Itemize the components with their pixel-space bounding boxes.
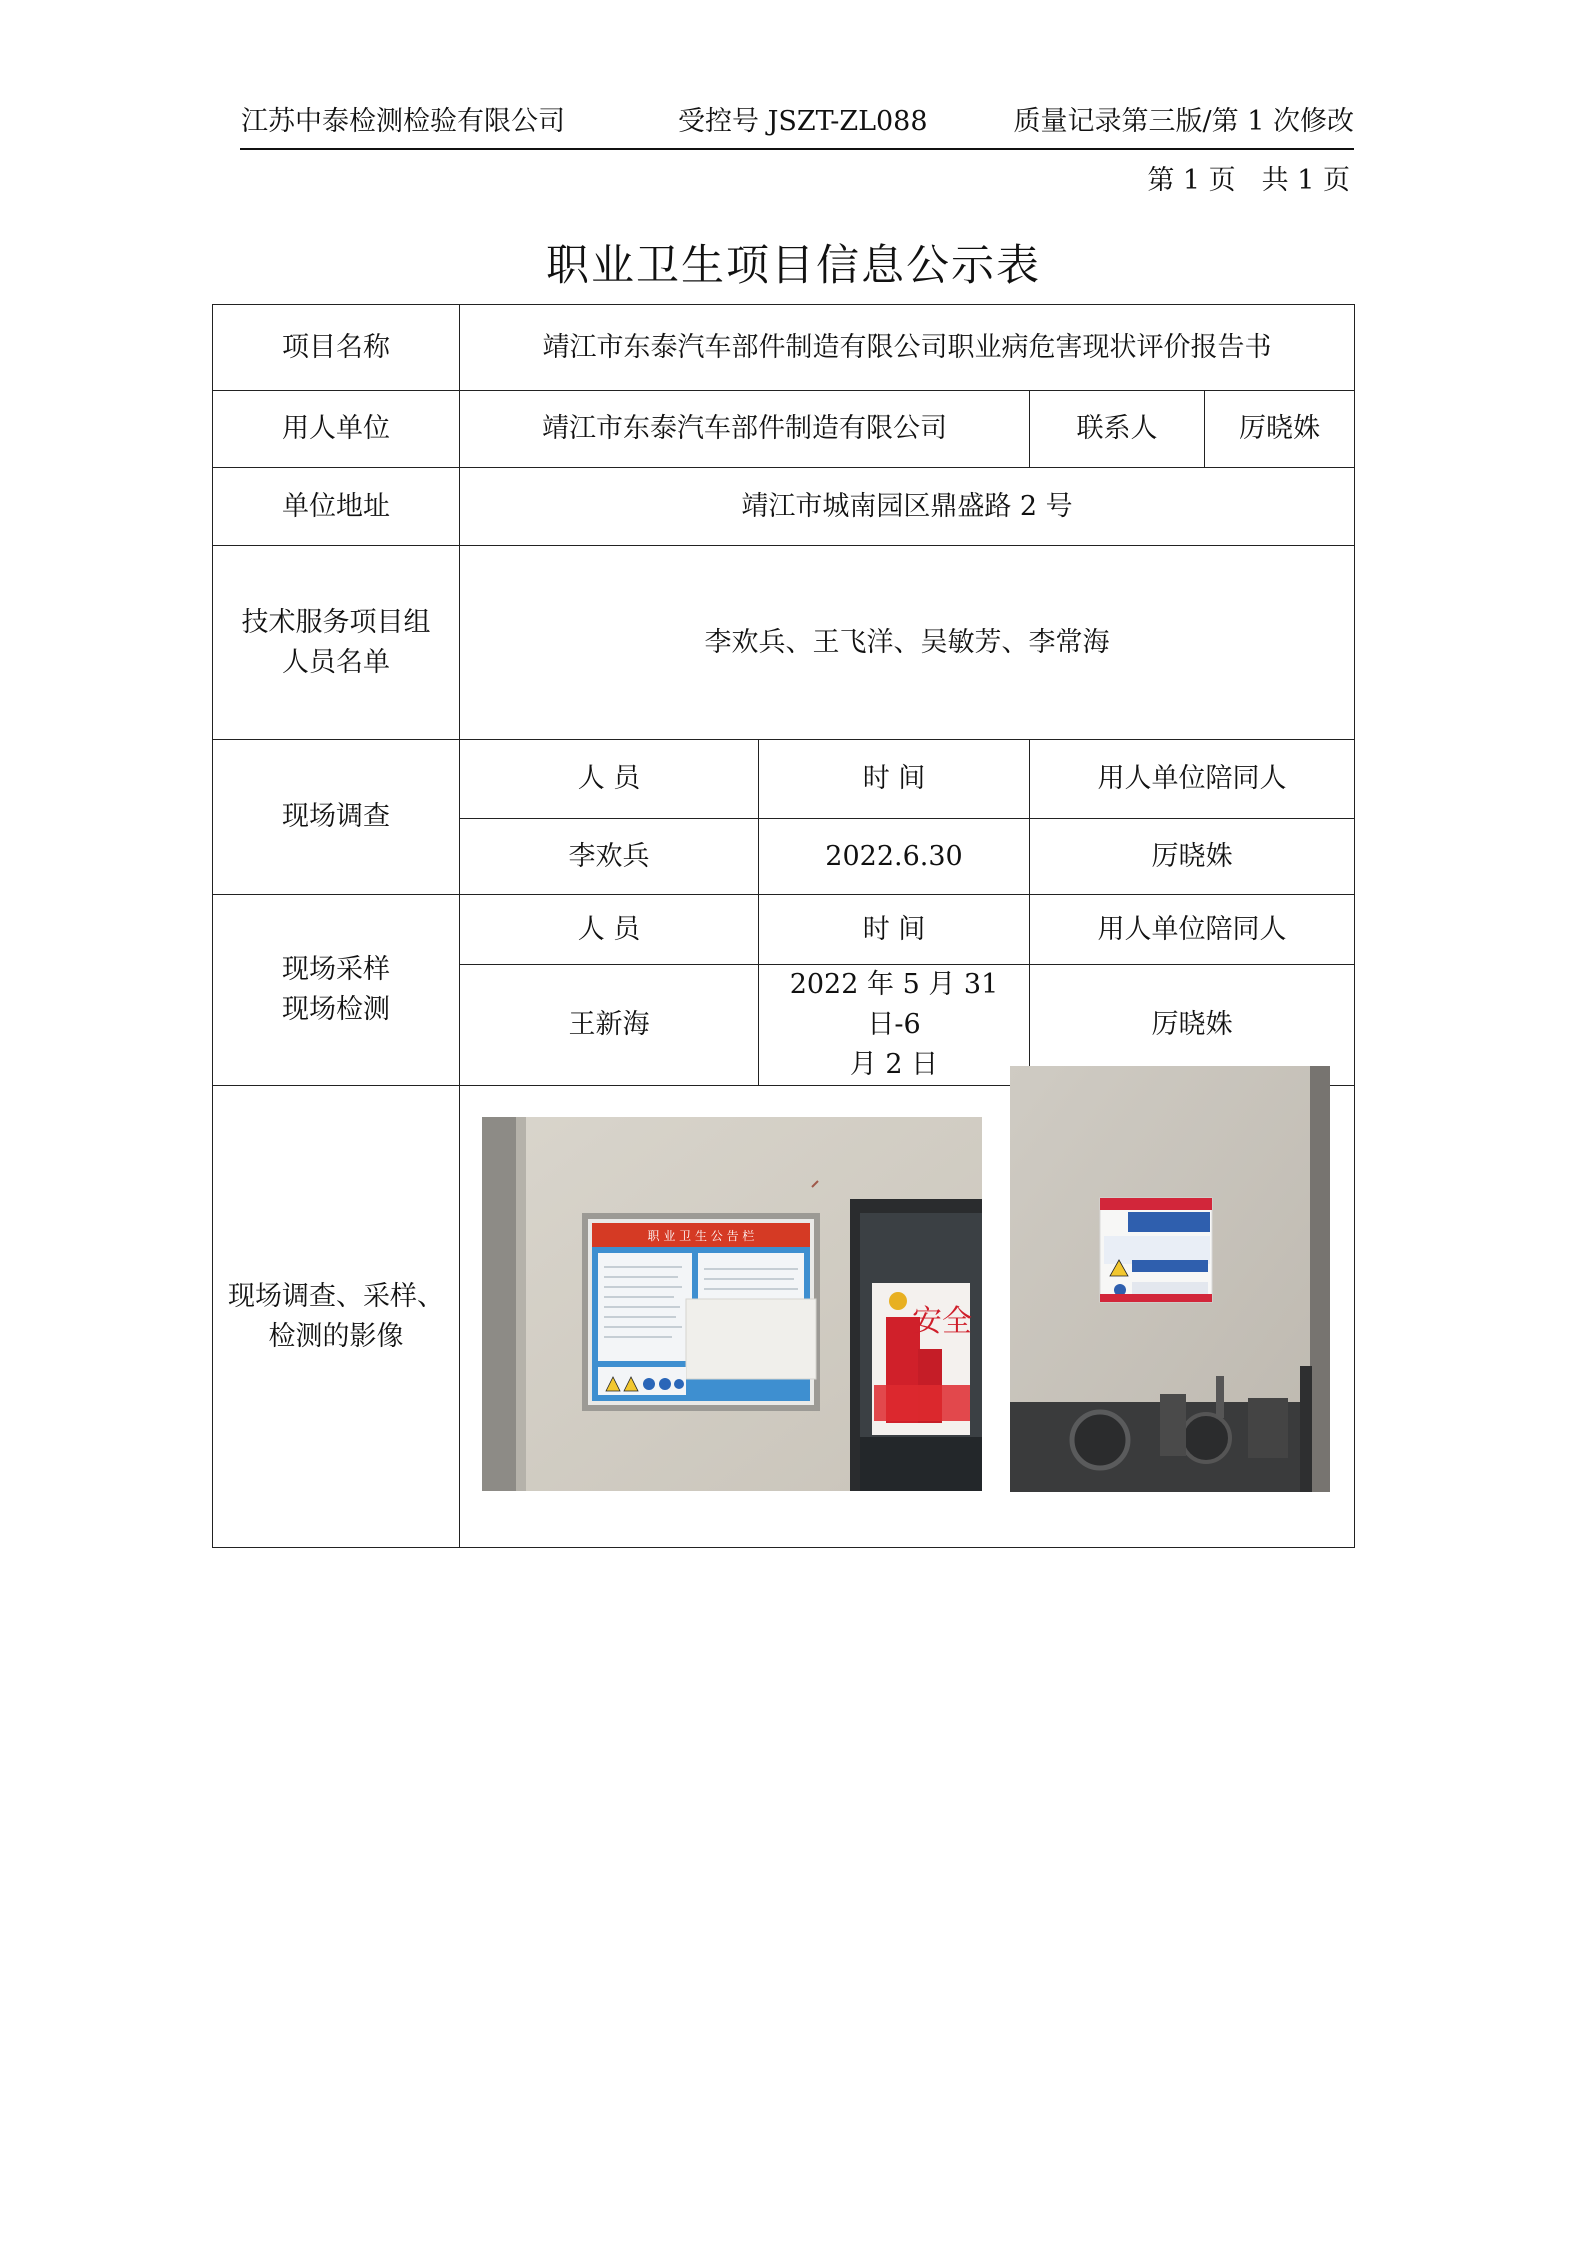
survey-col-escort: 用人单位陪同人 (1030, 740, 1355, 819)
site-photo-notice-board (482, 1117, 982, 1491)
page-number: 第 1 页 (1147, 165, 1236, 196)
warning-notice-photo-graphic (1010, 1066, 1330, 1492)
poster-safety-text: 安全 (912, 1304, 972, 1339)
contact-label: 联系人 (1030, 391, 1205, 468)
header-company: 江苏中泰检测检验有限公司 (241, 106, 565, 137)
board-title-text: 职 业 卫 生 公 告 栏 (647, 1229, 755, 1243)
employer-value: 靖江市东泰汽车部件制造有限公司 (460, 391, 1030, 468)
page-total: 共 1 页 (1261, 165, 1350, 196)
sampling-time-line2: 月 2 日 (849, 1049, 939, 1080)
row-team (213, 546, 1355, 740)
survey-col-time: 时 间 (759, 740, 1030, 819)
employer-label: 用人单位 (213, 391, 460, 468)
contact-value: 厉晓姝 (1205, 391, 1355, 468)
sampling-person: 王新海 (460, 965, 759, 1086)
team-label-line1: 技术服务项目组 (241, 606, 431, 638)
document-title: 职业卫生项目信息公示表 (546, 241, 1041, 291)
sampling-time-line1: 2022 年 5 月 31 日-6 (789, 969, 999, 1040)
site-photo-warning-notice (1010, 1066, 1330, 1492)
survey-person: 李欢兵 (460, 819, 759, 895)
sampling-label-line1: 现场采样 (282, 954, 390, 985)
team-label (213, 546, 460, 740)
images-label-line1: 现场调查、采样、 (228, 1280, 444, 1312)
sampling-col-escort: 用人单位陪同人 (1030, 895, 1355, 965)
address-label: 单位地址 (213, 468, 460, 546)
sampling-escort: 厉晓姝 (1030, 965, 1355, 1086)
page-indicator (1121, 158, 1350, 197)
row-address (213, 468, 1355, 546)
notice-board-photo-graphic (482, 1117, 982, 1491)
header-rule (240, 148, 1354, 150)
row-project-name (213, 305, 1355, 391)
survey-time: 2022.6.30 (759, 819, 1030, 895)
images-label-line2: 检测的影像 (268, 1320, 404, 1352)
sampling-label-line2: 现场检测 (282, 994, 390, 1025)
project-name-label: 项目名称 (213, 305, 460, 391)
sampling-label (213, 895, 460, 1086)
survey-col-person: 人 员 (460, 740, 759, 819)
sampling-col-person: 人 员 (460, 895, 759, 965)
sampling-time (759, 965, 1030, 1086)
sampling-col-time: 时 间 (759, 895, 1030, 965)
address-value: 靖江市城南园区鼎盛路 2 号 (460, 468, 1355, 546)
header-version: 质量记录第三版/第 1 次修改 (1013, 106, 1354, 137)
project-name-value: 靖江市东泰汽车部件制造有限公司职业病危害现状评价报告书 (460, 305, 1355, 391)
images-label (213, 1086, 460, 1548)
team-value: 李欢兵、王飞洋、吴敏芳、李常海 (460, 546, 1355, 740)
row-sampling-header (213, 895, 1355, 965)
team-label-line2: 人员名单 (282, 646, 390, 678)
header-control-number: 受控号 JSZT-ZL088 (678, 106, 928, 137)
survey-label: 现场调查 (213, 740, 460, 895)
survey-escort: 厉晓姝 (1030, 819, 1355, 895)
row-employer (213, 391, 1355, 468)
row-survey-header (213, 740, 1355, 819)
